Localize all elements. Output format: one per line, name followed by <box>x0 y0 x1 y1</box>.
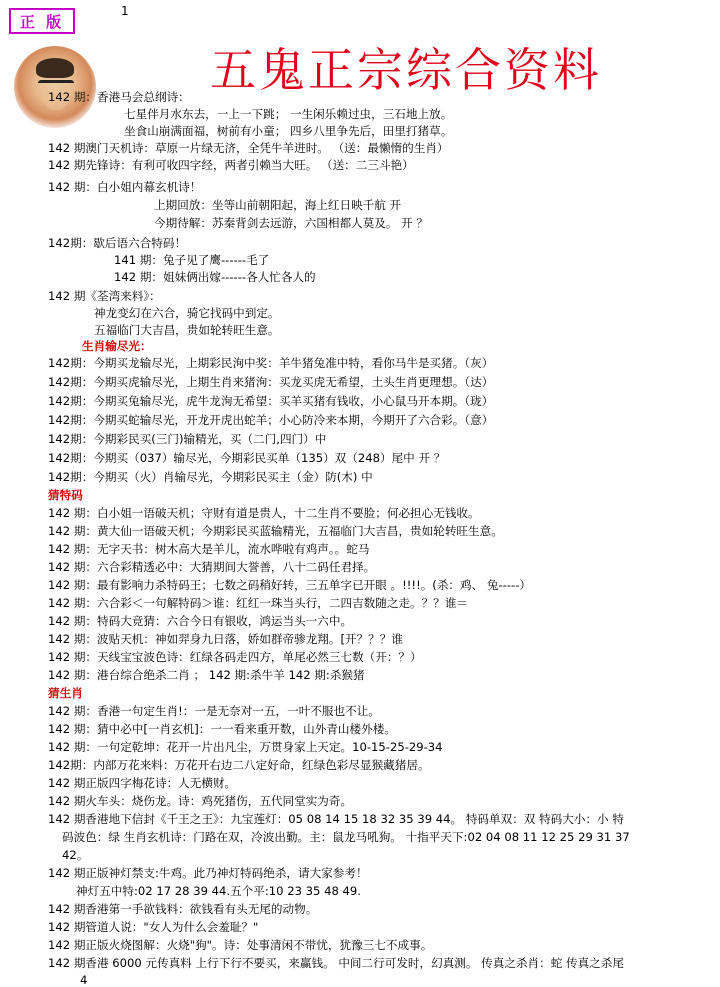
text-line: 142 期正版四字梅花诗：人无横财。 <box>48 776 237 790</box>
text-line: 神灯五中特:02 17 28 39 44.五个平:10 23 35 48 49. <box>76 884 361 898</box>
text-line: 142期：今期买蛇输尽光，开龙开虎出蛇羊；小心防冷来本期，今期开了六合彩。（意） <box>48 413 494 427</box>
text-line: 142 期管道人说："女人为什么会羞耻？" <box>48 920 259 934</box>
text-line: 142期：今期买虎输尽光，上期生肖来猪洵：买龙买虎无希望，土头生肖更理想。（达） <box>48 375 494 389</box>
edition-badge: 正 版 <box>9 8 75 34</box>
text-line: 142 期：港台综合绝杀二肖 ； 142 期:杀牛羊 142 期:杀猴猪 <box>48 668 365 682</box>
text-line: 142 期正版火烧图解：火烧"狗"。诗：处事清闲不带忧，犹豫三七不成事。 <box>48 938 433 952</box>
section-heading: 猜特码 <box>48 488 83 502</box>
text-line: 142期：内部万花来料：万花开右边二八定好命，红绿色彩尽显猴藏猪居。 <box>48 758 430 772</box>
text-line: 142 期香港 6000 元传真料 上行下行不要买，来赢钱。 中间二行可发时，幻真测。 传真之杀肖：蛇 传真之杀尾 <box>48 956 624 970</box>
text-line: 4 <box>80 973 88 987</box>
text-line: 142 期《荃湾来料》： <box>48 289 161 303</box>
text-line: 142 期：白小姐内幕玄机诗！ <box>48 180 202 194</box>
section-heading: 生肖输尽光： <box>82 339 152 353</box>
text-line: 42。 <box>62 848 89 862</box>
page-title: 五鬼正宗综合资料 <box>210 43 602 97</box>
text-line: 142 期：波贴天机：神如羿身九日落，娇如群帝骖龙翔。[开？？？谁 <box>48 632 403 646</box>
text-line: 142 期澳门天机诗：草原一片绿无济，全凭牛羊进时。 （送：最懒惰的生肖） <box>48 141 449 155</box>
text-line: 142 期：香港马会总纲诗： <box>48 90 190 104</box>
text-line: 142 期：姐妹俩出嫁------各人忙各人的 <box>114 270 316 284</box>
text-line: 142 期：猜中必中[一肖玄机]：一一看来重开数，山外青山楼外楼。 <box>48 722 396 736</box>
text-line: 五福临门大吉昌，贵如轮转旺生意。 <box>94 323 280 337</box>
section-heading: 猜生肖 <box>48 686 83 700</box>
text-line: 142 期香港地下信封《千王之王》：九宝莲灯：05 08 14 15 18 32 35 39 44。 特码单双：双 特码大小：小 特 <box>48 812 624 826</box>
text-line: 坐食山崩满面福，树前有小童； 四乡八里争先后，田里打猪草。 <box>124 124 453 138</box>
text-line: 142 期：六合彩精透必中：大猜期间大誉善，八十二码任君择。 <box>48 560 376 574</box>
text-line: 上期回放：坐等山前朝阳起，海上红日映千航 开 <box>154 198 402 212</box>
text-line: 142期：今期买（037）输尽光，今期彩民买单（135）双（248）尾中 开 ？ <box>48 451 446 465</box>
text-line: 142 期：特码大竞猜：六合今日有银收，鸿运当头一六中。 <box>48 614 353 628</box>
text-line: 神龙变幻在六合，骑它找码中到定。 <box>94 306 280 320</box>
text-line: 七星伴月水东去，一上一下跳； 一生闲乐赖过虫，三石地上放。 <box>124 107 453 121</box>
text-line: 142期：今期买兔输尽光，虎牛龙洵无希望：买羊买猪有钱收，小心鼠马开本期。（珑） <box>48 394 494 408</box>
text-line: 142 期火车头：烧伤龙。诗：鸡死猪伤，五代同堂实为奇。 <box>48 794 353 808</box>
text-line: 142期：今期彩民买(三门)输精光，买（二门,四门）中 <box>48 432 327 446</box>
text-line: 142 期：六合彩＜一句解特码＞谁：红红一珠当头行，二四吉数随之走。？？谁＝ <box>48 596 469 610</box>
text-line: 今期待解：苏秦背剑去远游，六国相都人莫及。 开 ？ <box>154 216 429 230</box>
text-line: 142 期：最有影响力杀特码王；七数之码稍好转，三五单字已开眼 。!!!!。(杀：鸡、 兔-----） <box>48 578 532 592</box>
text-line: 码波色：绿 生肖玄机诗：门路在双，冷波出勤。主：鼠龙马吼狗。 十指平天下:02 04 08 11 12 25 29 31 37 <box>62 830 630 844</box>
page-number: 1 <box>121 4 129 18</box>
text-line: 142期：今期买龙输尽光，上期彩民洵中奖：羊牛猪兔准中特，看你马牛是买猪。（灰） <box>48 356 494 370</box>
text-line: 142 期：黄大仙一语破天机；今期彩民买蓝输精光，五福临门大吉昌，贵如轮转旺生意。 <box>48 524 503 538</box>
text-line: 142期：歇后语六合特码！ <box>48 236 187 250</box>
text-line: 142 期正版神灯禁支:牛鸡。此乃神灯特码绝杀，请大家参考！ <box>48 866 368 880</box>
text-line: 141 期：兔子见了鹰------毛了 <box>114 253 270 267</box>
text-line: 142 期香港第一手欲钱料：欲钱看有头无尾的动物。 <box>48 902 318 916</box>
text-line: 142 期：白小姐一语破天机；守财有道是贵人，十二生肖不要脸；何必担心无钱收。 <box>48 506 480 520</box>
text-line: 142 期先锋诗：有利可收四字经，两者引赖当大旺。 （送：二三斗艳） <box>48 158 414 172</box>
text-line: 142 期：无字天书：树木高大是羊儿，流水哗啦有鸡声。。蛇马 <box>48 542 370 556</box>
text-line: 142 期：一句定乾坤：花开一片出凡尘，万贯身家上天定。10-15-25-29-34 <box>48 740 443 754</box>
text-line: 142期：今期买（火）肖输尽光，今期彩民买主（金）防(木) 中 <box>48 470 373 484</box>
text-line: 142 期：香港一句定生肖!：一是无奈对一五，一叶不服也不让。 <box>48 704 380 718</box>
text-line: 142 期：天线宝宝波色诗：红绿各码走四方，单尾必然三七数（开：？） <box>48 650 422 664</box>
